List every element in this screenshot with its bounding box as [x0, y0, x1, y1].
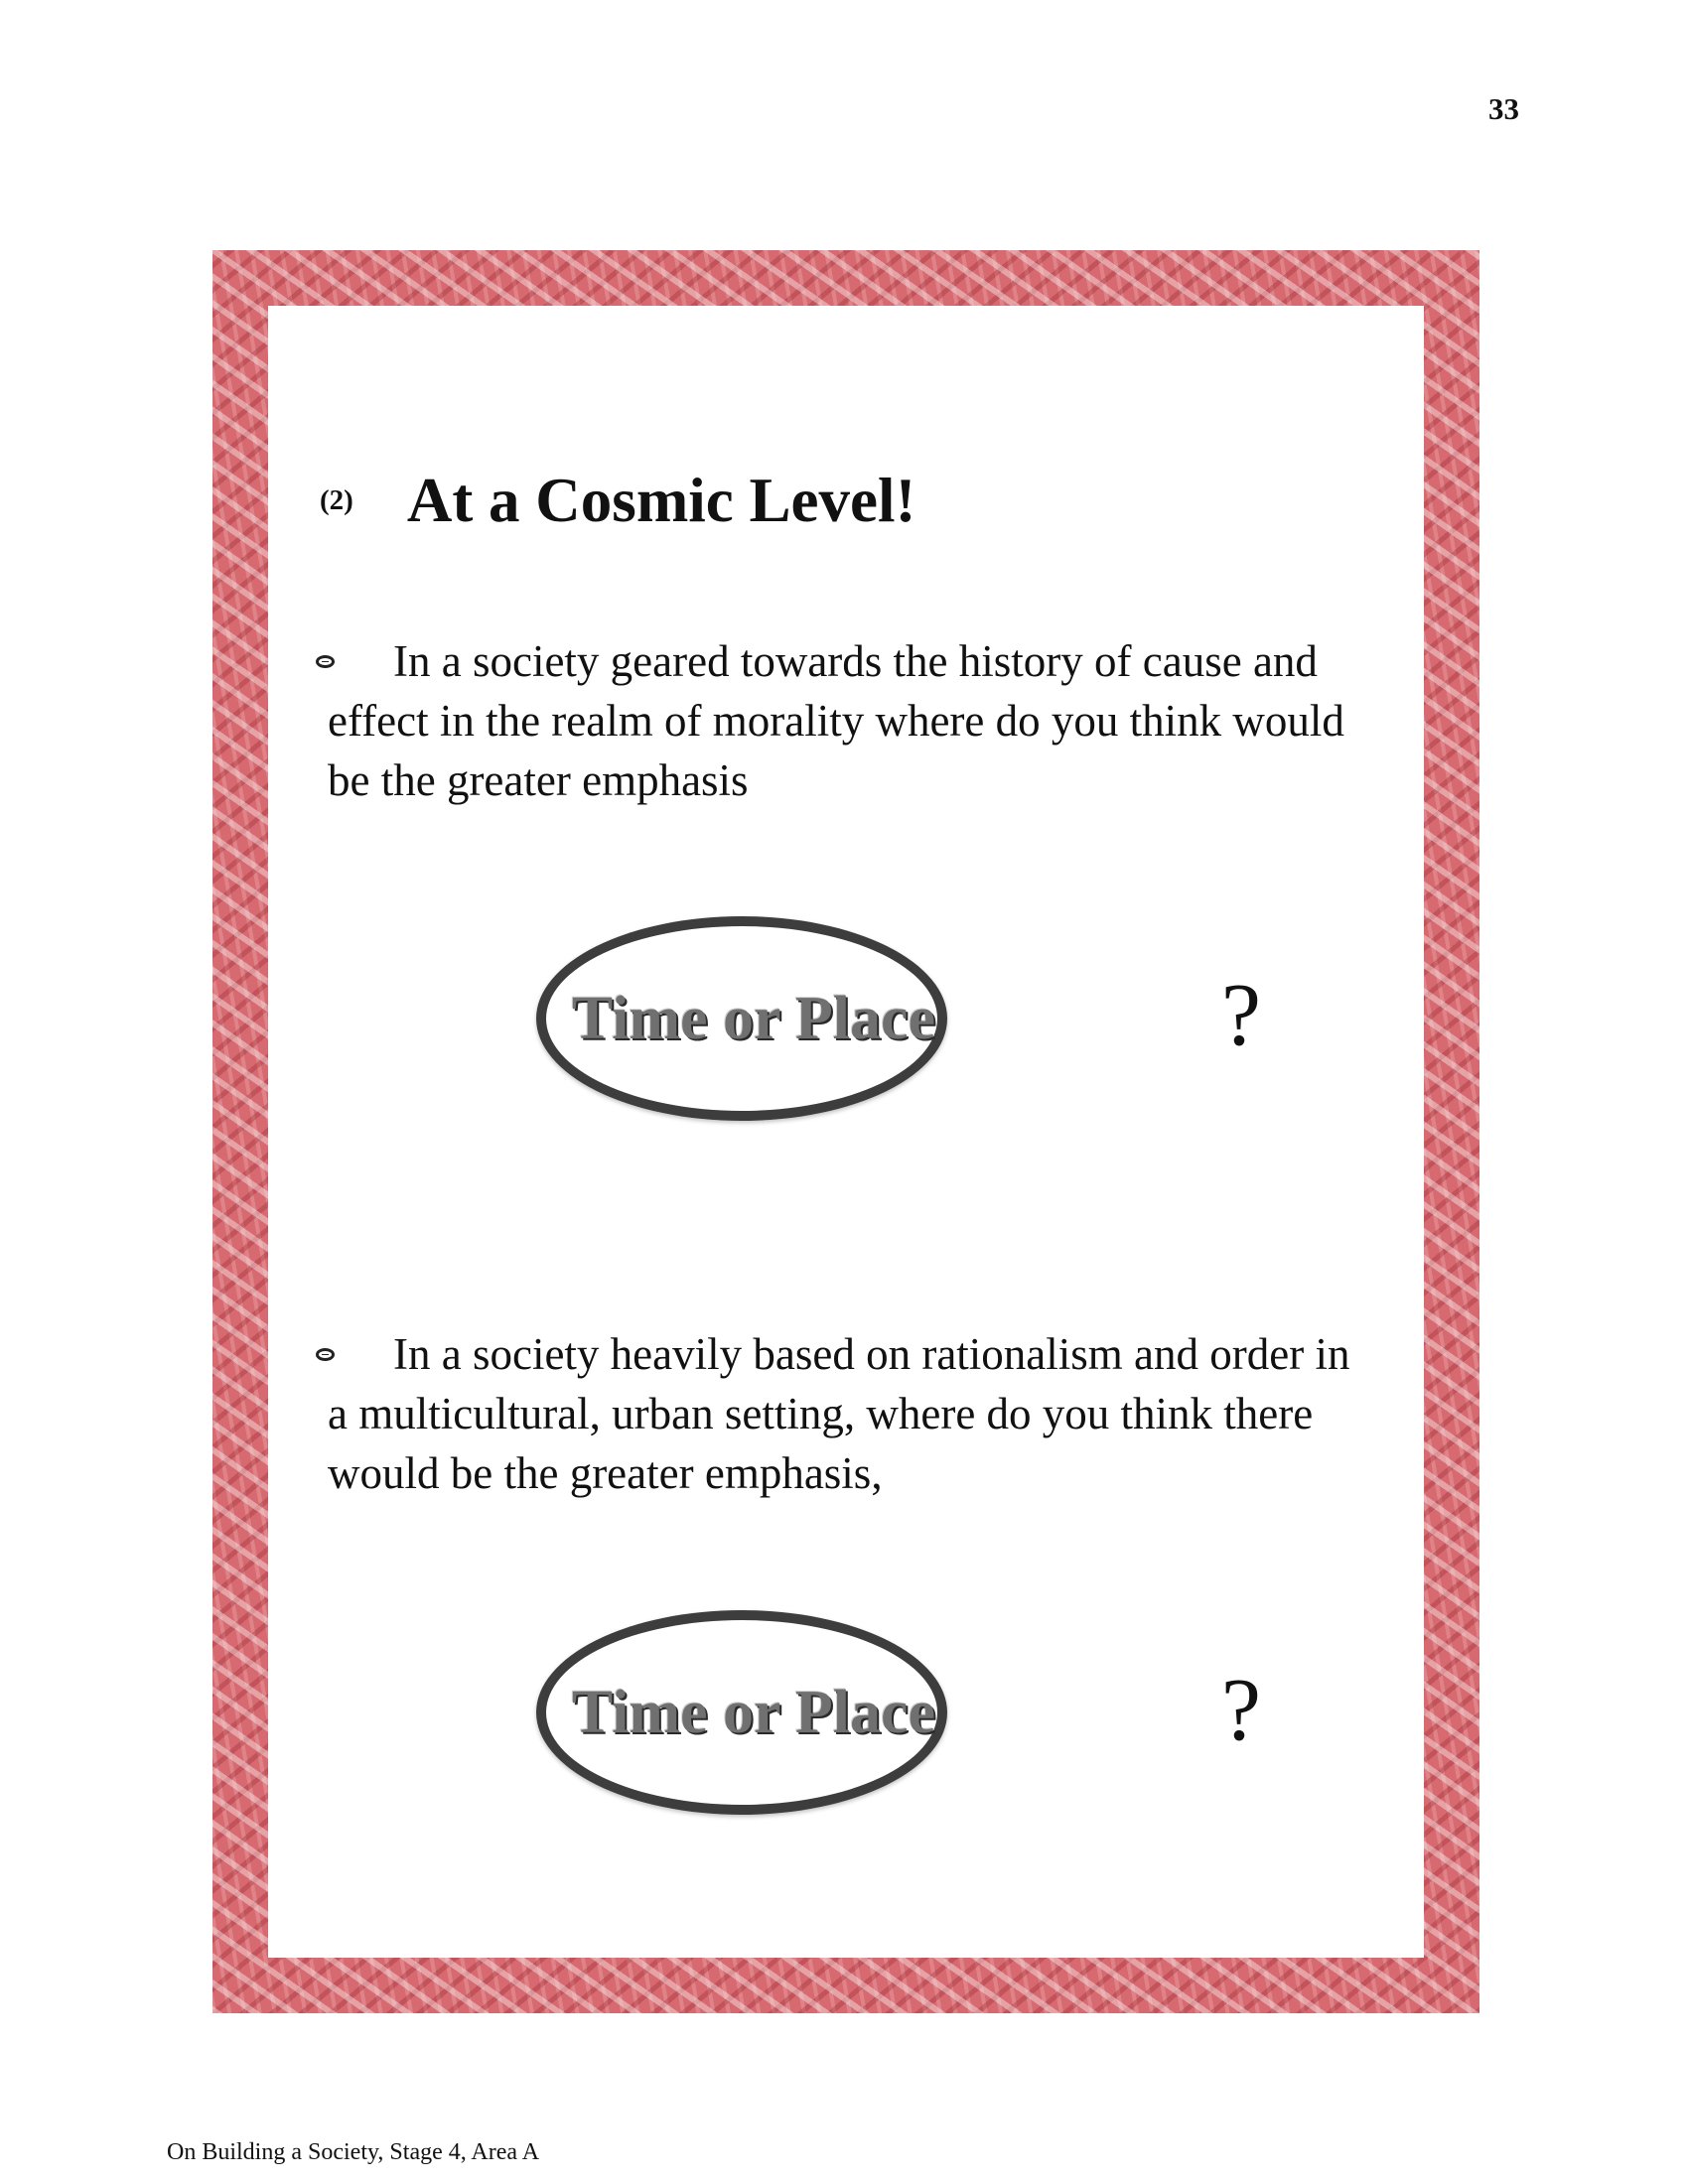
decorative-frame — [212, 250, 1479, 2013]
bullet-icon — [316, 1348, 335, 1361]
question-2 — [328, 1324, 1360, 1503]
question-mark-2: ? — [1221, 1661, 1261, 1759]
section-title: At a Cosmic Level! — [406, 466, 916, 535]
question-1 — [328, 631, 1360, 810]
question-2-text: In a society heavily based on rationalism and order in a multicultural, urban setting, where do you think there would be the greater emphasis, — [328, 1329, 1350, 1498]
choice-oval-2 — [536, 1610, 947, 1815]
page-footer: On Building a Society, Stage 4, Area A — [167, 2139, 540, 2165]
question-mark-1: ? — [1221, 966, 1261, 1064]
page-number: 33 — [1488, 91, 1519, 126]
choice-2-text: Time or Place — [571, 1678, 936, 1746]
choice-oval-1 — [536, 916, 947, 1121]
question-1-text: In a society geared towards the history of cause and effect in the realm of morality where do you think would be the greater emphasis — [328, 636, 1344, 805]
content-card — [268, 306, 1424, 1958]
section-heading — [320, 465, 915, 537]
choice-1-text: Time or Place — [571, 984, 936, 1052]
section-number: (2) — [320, 484, 353, 516]
bullet-icon — [316, 655, 335, 668]
